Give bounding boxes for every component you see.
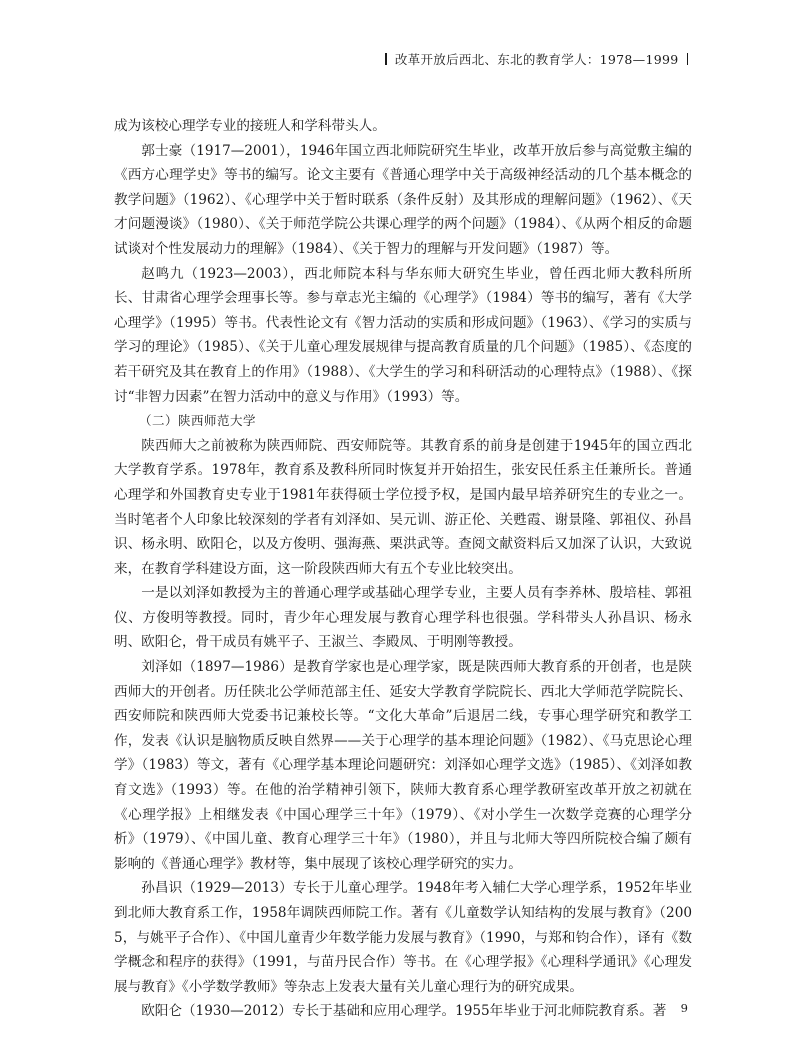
article-body [114, 114, 692, 1024]
paragraph: 欧阳仑（1930—2012）专长于基础和应用心理学。1955年毕业于河北师院教育系。著 [141, 1003, 667, 1020]
section-subheading: （二）陕西师范大学 [139, 413, 257, 429]
header-right-rule [687, 53, 689, 65]
paragraph: 孙昌识（1929—2013）专长于儿童心理学。1948年考入辅仁大学心理学系，1952年毕业到北师大教育系工作，1958年调陕西师院工作。著有《儿童数学认知结构的发展与教育》（2005，与姚平子合作）、《中国儿童青少年数学能力发展与教育》（1990，与郑和钧合作），译有《数学概念和程序的获得》（1991，与苗丹民合作）等书。在《心理学报》《心理科学通讯》《心理发展与教育》《小学数学教师》等杂志上发表大量有关儿童心理行为的研究成果。 [114, 880, 692, 995]
paragraph: 刘泽如（1897—1986）是教育学家也是心理学家，既是陕西师大教育系的开创者，也是陕西师大的开创者。历任陕北公学师范部主任、延安大学教育学院院长、西北大学师范学院院长、西安师院和陕西师大党委书记兼校长等。“文化大革命”后退居二线，专事心理学研究和教学工作，发表《认识是脑物质反映自然界——关于心理学的基本理论问题》（1982）、《马克思论心理学》（1983）等文，著有《心理学基本理论问题研究：刘泽如心理学文选》（1985）、《刘泽如教育文选》（1993）等。在他的治学精神引领下，陕师大教育系心理学教研室改革开放之初就在《心理学报》上相继发表《中国心理学三十年》（1979）、《对小学生一次数学竞赛的心理学分析》（1979）、《中国儿童、教育心理学三十年》（1980），并且与北师大等四所院校合编了颇有影响的《普通心理学》教材等，集中展现了该校心理学研究的实力。 [114, 659, 692, 872]
running-header [377, 50, 696, 68]
header-left-rule [385, 53, 387, 65]
paragraph: 郭士豪（1917—2001），1946年国立西北师院研究生毕业，改革开放后参与高觉敷主编的《西方心理学史》等书的编写。论文主要有《普通心理学中关于高级神经活动的几个基本概念的教学问题》（1962）、《心理学中关于暂时联系（条件反射）及其形成的理解问题》（1962）、《天才问题漫谈》（1980）、《关于师范学院公共课心理学的两个问题》（1984）、《从两个相反的命题试谈对个性发展动力的理解》（1984）、《关于智力的理解与开发问题》（1987）等。 [114, 142, 692, 257]
header-title: 改革开放后西北、东北的教育学人：1978—1999 [394, 52, 679, 67]
paragraph: 陕西师大之前被称为陕西师院、西安师院等。其教育系的前身是创建于1945年的国立西北大学教育学系。1978年，教育系及教科所同时恢复并开始招生，张安民任系主任兼所长。普通心理学和外国教育史专业于1981年获得硕士学位授予权，是国内最早培养研究生的专业之一。当时笔者个人印象比较深刻的学者有刘泽如、吴元训、游正伦、关甦霞、谢景隆、郭祖仪、孙昌识、杨永明、欧阳仑，以及方俊明、强海燕、栗洪武等。查阅文献资料后又加深了认识，大致说来，在教育学科建设方面，这一阶段陕西师大有五个专业比较突出。 [114, 437, 692, 577]
paragraph: 成为该校心理学专业的接班人和学科带头人。 [114, 118, 386, 134]
paragraph: 一是以刘泽如教授为主的普通心理学或基础心理学专业，主要人员有李养林、殷培桂、郭祖仪、方俊明等教授。同时，青少年心理发展与教育心理学科也很强。学科带头人孙昌识、杨永明、欧阳仑，骨干成员有姚平子、王淑兰、李殿凤、于明刚等教授。 [114, 585, 692, 651]
paragraph: 赵鸣九（1923—2003），西北师院本科与华东师大研究生毕业，曾任西北师大教科所所长、甘肃省心理学会理事长等。参与章志光主编的《心理学》（1984）等书的编写，著有《大学心理学》（1995）等书。代表性论文有《智力活动的实质和形成问题》（1963）、《学习的实质与学习的理论》（1985）、《关于儿童心理发展规律与提高教育质量的几个问题》（1985）、《态度的若干研究及其在教育上的作用》（1988）、《大学生的学习和科研活动的心理特点》（1988）、《探讨“非智力因素”在智力活动中的意义与作用》（1993）等。 [114, 265, 692, 405]
page-number: 9 [680, 1001, 688, 1015]
